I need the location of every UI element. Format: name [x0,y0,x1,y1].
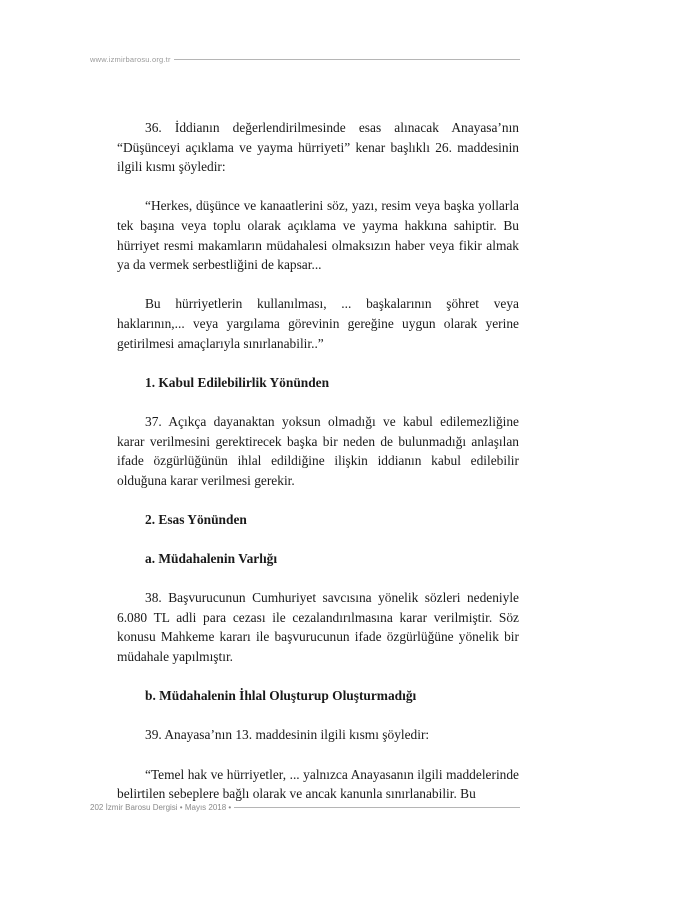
page-footer [90,800,520,814]
quote-article-13: “Temel hak ve hürriyetler, ... yalnızca Anayasanın ilgili maddelerinde belirtilen sebeplere bağlı olarak ve ancak kanunla sınırlanabilir. Bu [117,766,519,802]
heading-violation-assessment: b. Müdahalenin İhlal Oluşturup Oluşturmadığı [145,688,417,704]
paragraph-37: 37. Açıkça dayanaktan yoksun olmadığı ve kabul edilemezliğine karar verilmesini gerektirecek başka bir neden de bulunmadığı anlaşılan ifade özgürlüğünün ihlal edildiğine ilişkin iddianın kabul edilebilir olduğuna karar verilmesi gerekir. [117,413,519,488]
page-body [117,118,519,804]
page-header [90,52,520,66]
header-rule [174,59,520,60]
paragraph-39: 39. Anayasa’nın 13. maddesinin ilgili kısmı şöyledir: [145,727,430,743]
paragraph-38: 38. Başvurucunun Cumhuriyet savcısına yönelik sözleri nedeniyle 6.080 TL adli para cezası ile cezalandırılmasına karar verilmiştir. Söz konusu Mahkeme kararı ile başvurucunun ifade özgürlüğüne yönelik bir müdahale yapılmıştır. [117,590,519,665]
footer-page-info: 202 İzmir Barosu Dergisi • Mayıs 2018 • [90,802,232,812]
heading-merits: 2. Esas Yönünden [145,511,247,527]
header-url: www.izmirbarosu.org.tr [90,54,171,64]
footer-rule [234,807,520,808]
heading-interference-existence: a. Müdahalenin Varlığı [145,551,278,567]
quote-article-26-continued: Bu hürriyetlerin kullanılması, ... başkalarının şöhret veya haklarının,... veya yargılama görevinin gereğine uygun olarak yerine getirilmesi amaçlarıyla sınırlanabilir..” [117,296,519,351]
paragraph-36: 36. İddianın değerlendirilmesinde esas alınacak Anayasa’nın “Düşünceyi açıklama ve yayma hürriyeti” kenar başlıklı 26. maddesinin ilgili kısmı şöyledir: [117,120,519,175]
quote-article-26: “Herkes, düşünce ve kanaatlerini söz, yazı, resim veya başka yollarla tek başına veya toplu olarak açıklama ve yayma hakkına sahiptir. Bu hürriyet resmi makamların müdahalesi olmaksızın haber veya fikir almak ya da vermek serbestliğini de kapsar... [117,198,519,273]
heading-admissibility: 1. Kabul Edilebilirlik Yönünden [145,374,330,390]
